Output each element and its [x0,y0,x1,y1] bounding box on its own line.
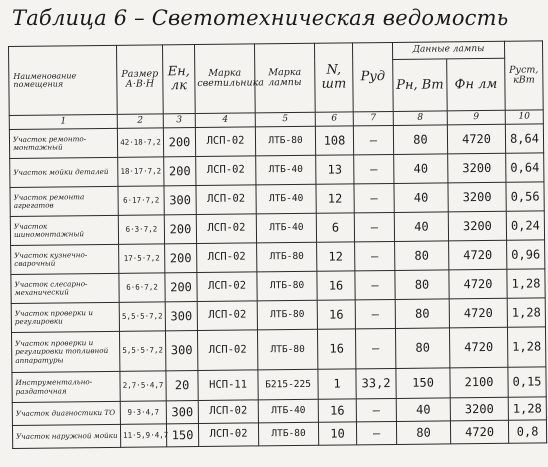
lamp-mark: ЛТБ-80 [257,242,317,272]
fixture-mark: ЛСП-02 [197,272,257,302]
header-count: N, шт [314,43,353,112]
illuminance: 200 [165,244,197,273]
room-name: Участок проверки и регулировки [11,302,119,332]
lamp-power: 80 [393,125,447,155]
lamp-mark: ЛТБ-40 [256,213,316,243]
lamp-power: 40 [394,183,448,213]
specific-power: — [355,299,395,328]
room-size: 6·3·7,2 [118,215,164,244]
lamp-mark: ЛТБ-40 [256,155,316,185]
lamp-flux: 4720 [449,269,507,299]
specific-power: — [353,125,393,154]
lamp-mark: ЛТБ-40 [256,184,316,214]
lamp-power: 80 [395,270,449,300]
lamp-mark: ЛТБ-80 [257,271,317,301]
illuminance: 300 [165,302,197,331]
room-size: 9·3·4,7 [120,401,166,424]
lamp-flux: 4720 [449,240,507,270]
lamp-flux: 4720 [449,298,507,328]
room-name: Участок наружной мойки [12,424,120,448]
col-number: 8 [393,111,447,126]
fixture-mark: ЛСП-02 [197,243,257,273]
fixture-mark: НСП-11 [198,370,258,401]
room-name: Участок ремонта агрегатов [10,186,118,216]
room-size: 42·18·7,2 [117,128,163,157]
specific-power: — [356,398,396,421]
header-lamp-flux: Фн лм [447,58,506,111]
installed-power: 0,24 [506,211,544,240]
lamp-mark: ЛТБ-40 [258,399,318,423]
room-size: 5,5·5·7,2 [119,302,165,331]
header-total-power: Руст, кВт [504,41,543,110]
lamp-count: 16 [317,300,355,329]
col-number: 3 [163,114,195,128]
header-lux: Ен, лк [162,45,195,114]
room-size: 18·17·7,2 [118,157,164,186]
illuminance: 150 [166,424,198,447]
lamp-count: 16 [318,399,356,422]
specific-power: — [355,270,395,299]
lamp-mark: ЛТБ-80 [255,126,315,156]
lighting-table [8,40,547,449]
lamp-power: 150 [396,368,450,399]
installed-power: 1,28 [507,327,545,367]
lamp-count: 10 [318,422,356,445]
room-size: 6·17·7,2 [118,186,164,215]
installed-power: 8,64 [505,124,543,153]
room-name: Участок диагностики ТО [12,401,120,425]
col-number: 9 [447,110,505,125]
room-size: 5,5·5·7,2 [119,331,165,371]
room-name: Инструментально-раздаточная [12,371,120,402]
specific-power: — [354,154,394,183]
lamp-flux: 3200 [448,182,506,212]
fixture-mark: ЛСП-02 [197,330,257,371]
lamp-count: 108 [315,126,353,155]
lamp-count: 16 [317,329,355,369]
header-size: Размер А·В·Н [116,45,163,114]
lamp-mark: ЛТБ-80 [257,329,317,370]
header-fixture: Марка светильника [194,44,255,114]
fixture-mark: ЛСП-02 [196,156,256,186]
fixture-mark: ЛСП-02 [196,214,256,244]
fixture-mark: ЛСП-02 [195,127,255,157]
lamp-flux: 4720 [447,124,505,154]
lamp-count: 13 [316,155,354,184]
lamp-flux: 2100 [450,367,508,398]
installed-power: 0,15 [508,367,546,397]
room-size: 11·5,9·4,7 [120,424,166,447]
lamp-power: 40 [394,154,448,184]
lamp-flux: 4720 [449,327,507,368]
lamp-mark: Б215-225 [258,369,318,400]
installed-power: 0,64 [506,153,544,182]
lamp-power: 80 [395,328,449,369]
installed-power: 1,28 [507,298,545,327]
specific-power: — [356,421,396,444]
illuminance: 300 [166,401,198,424]
header-lamp-mark: Марка лампы [254,43,315,113]
col-number: 1 [9,114,117,129]
lamp-flux: 3200 [448,153,506,183]
col-number: 2 [117,114,163,128]
illuminance: 300 [164,186,196,215]
header-lamp-group: Данные лампы [392,41,504,59]
lamp-flux: 4720 [450,420,508,444]
specific-power: — [355,241,395,270]
installed-power: 0,96 [507,240,545,269]
lamp-count: 12 [317,242,355,271]
lamp-count: 1 [318,369,356,399]
lamp-power: 40 [394,212,448,242]
specific-power: 33,2 [356,368,396,398]
specific-power: — [354,212,394,241]
installed-power: 0,8 [508,420,546,443]
header-name: Наименование помещения [9,45,118,115]
room-name: Участок мойки деталей [10,157,118,187]
installed-power: 0,56 [506,182,544,211]
illuminance: 200 [164,215,196,244]
room-name: Участок шиномонтажный [10,215,118,245]
room-size: 17·5·7,2 [119,244,165,273]
col-number: 6 [315,112,353,126]
illuminance: 200 [164,157,196,186]
lamp-power: 80 [395,241,449,271]
header-pud: Руд [352,42,393,111]
lamp-power: 40 [396,398,450,422]
fixture-mark: ЛСП-02 [196,185,256,215]
table-title: Таблица 6 – Светотехническая ведомость [12,6,509,30]
installed-power: 1,28 [508,397,546,420]
lamp-power: 80 [396,421,450,445]
lamp-power: 80 [395,299,449,329]
room-name: Участок проверки и регулировки топливной аппаратуры [12,331,120,372]
fixture-mark: ЛСП-02 [197,301,257,331]
illuminance: 200 [163,128,195,157]
illuminance: 200 [165,273,197,302]
room-name: Участок слесарно-механический [11,273,119,303]
illuminance: 20 [166,371,198,401]
lamp-count: 6 [316,213,354,242]
room-name: Участок ремонто-монтажный [9,128,117,158]
table-row [12,327,546,373]
specific-power: — [354,183,394,212]
lamp-count: 12 [316,184,354,213]
room-size: 2,7·5·4,7 [120,371,166,401]
lamp-mark: ЛТБ-80 [258,422,318,446]
col-number: 5 [255,112,315,127]
specific-power: — [355,328,395,368]
room-name: Участок кузнечно-сварочный [11,244,119,274]
fixture-mark: ЛСП-02 [198,400,258,424]
header-lamp-power: Рн, Вт [393,59,448,112]
col-number: 10 [505,110,543,124]
lamp-mark: ЛТБ-80 [257,300,317,330]
room-size: 6·6·7,2 [119,273,165,302]
lamp-flux: 3200 [448,211,506,241]
table-row [12,420,546,449]
illuminance: 300 [165,331,197,371]
fixture-mark: ЛСП-02 [198,423,258,447]
col-number: 4 [195,113,255,128]
lamp-count: 16 [317,271,355,300]
installed-power: 1,28 [507,269,545,298]
lamp-flux: 3200 [450,397,508,421]
col-number: 7 [353,111,393,125]
table-body [9,124,546,449]
